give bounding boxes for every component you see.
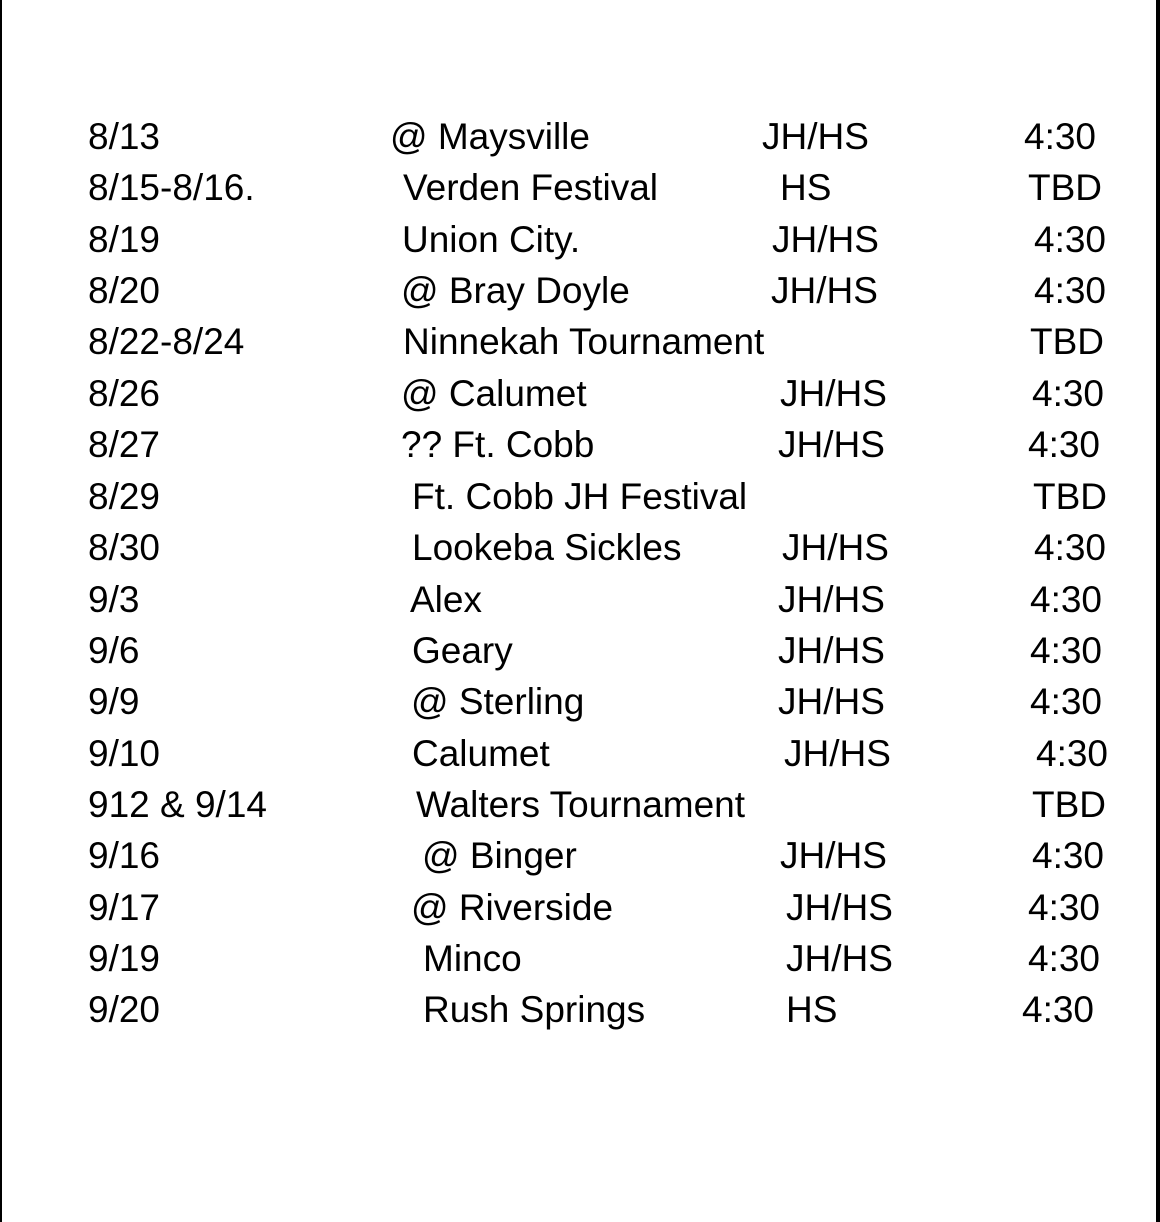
row-level: JH/HS	[778, 424, 885, 465]
row-time: 4:30	[1028, 887, 1101, 928]
row-level: JH/HS	[780, 835, 887, 876]
row-time: 4:30	[1030, 630, 1103, 671]
row-opponent: Rush Springs	[423, 989, 646, 1030]
row-date: 8/26	[88, 373, 161, 414]
row-level: JH/HS	[778, 681, 885, 722]
row-time: 4:30	[1034, 219, 1107, 260]
row-opponent: @ Sterling	[411, 681, 585, 722]
row-opponent: Ft. Cobb JH Festival	[412, 476, 748, 517]
row-date: 8/27	[88, 424, 161, 465]
schedule-row	[0, 934, 1150, 984]
row-level: JH/HS	[778, 630, 885, 671]
row-level: HS	[780, 167, 832, 208]
row-date: 8/22-8/24	[88, 321, 245, 362]
row-opponent: Lookeba Sickles	[412, 527, 682, 568]
row-time: 4:30	[1034, 270, 1107, 311]
row-date: 9/3	[88, 579, 140, 620]
row-time: 4:30	[1032, 835, 1105, 876]
schedule-row	[0, 420, 1150, 470]
row-opponent: Verden Festival	[403, 167, 659, 208]
row-opponent: Ninnekah Tournament	[403, 321, 765, 362]
row-opponent: Geary	[412, 630, 513, 671]
row-level: JH/HS	[771, 270, 878, 311]
row-time: TBD	[1028, 167, 1102, 208]
row-time: 4:30	[1030, 681, 1103, 722]
schedule-row	[0, 266, 1150, 316]
schedule-row	[0, 472, 1150, 522]
row-level: HS	[786, 989, 838, 1030]
schedule-row	[0, 112, 1150, 162]
row-level: JH/HS	[782, 527, 889, 568]
row-date: 8/19	[88, 219, 161, 260]
row-level: JH/HS	[772, 219, 879, 260]
row-date: 9/9	[88, 681, 140, 722]
row-level: JH/HS	[784, 733, 891, 774]
row-time: 4:30	[1034, 527, 1107, 568]
schedule-row	[0, 317, 1150, 367]
schedule-row	[0, 677, 1150, 727]
row-level: JH/HS	[780, 373, 887, 414]
row-time: 4:30	[1036, 733, 1109, 774]
row-time: 4:30	[1032, 373, 1105, 414]
row-date: 8/29	[88, 476, 161, 517]
row-date: 8/13	[88, 116, 161, 157]
row-time: TBD	[1033, 476, 1107, 517]
row-date: 9/10	[88, 733, 161, 774]
row-level: JH/HS	[786, 938, 893, 979]
row-opponent: Union City.	[402, 219, 581, 260]
row-opponent: @ Riverside	[411, 887, 614, 928]
row-date: 9/16	[88, 835, 161, 876]
row-opponent: @ Maysville	[390, 116, 590, 157]
row-date: 8/20	[88, 270, 161, 311]
row-time: 4:30	[1030, 579, 1103, 620]
schedule-row	[0, 369, 1150, 419]
row-date: 9/19	[88, 938, 161, 979]
row-date: 8/15-8/16.	[88, 167, 255, 208]
row-time: 4:30	[1028, 938, 1101, 979]
row-time: 4:30	[1028, 424, 1101, 465]
row-level: JH/HS	[762, 116, 869, 157]
schedule-row	[0, 780, 1150, 830]
row-opponent: Walters Tournament	[416, 784, 746, 825]
schedule-row	[0, 215, 1150, 265]
row-level: JH/HS	[786, 887, 893, 928]
row-opponent: @ Calumet	[401, 373, 587, 414]
row-level: JH/HS	[778, 579, 885, 620]
row-date: 9/20	[88, 989, 161, 1030]
row-date: 912 & 9/14	[88, 784, 267, 825]
schedule-row	[0, 729, 1150, 779]
schedule-row	[0, 575, 1150, 625]
schedule-row	[0, 523, 1150, 573]
row-date: 9/6	[88, 630, 140, 671]
schedule-row	[0, 163, 1150, 213]
row-date: 8/30	[88, 527, 161, 568]
row-time: TBD	[1030, 321, 1104, 362]
row-opponent: @ Binger	[422, 835, 577, 876]
row-opponent: Alex	[410, 579, 482, 620]
row-opponent: Minco	[423, 938, 522, 979]
schedule-row	[0, 831, 1150, 881]
row-time: 4:30	[1022, 989, 1095, 1030]
schedule-row	[0, 626, 1150, 676]
row-opponent: Calumet	[412, 733, 550, 774]
schedule-row	[0, 883, 1150, 933]
schedule-row	[0, 985, 1150, 1035]
row-time: TBD	[1032, 784, 1106, 825]
row-time: 4:30	[1024, 116, 1097, 157]
right-frame-border	[1156, 0, 1160, 1222]
row-opponent: @ Bray Doyle	[401, 270, 630, 311]
schedule-table	[0, 112, 1150, 1032]
row-date: 9/17	[88, 887, 161, 928]
row-opponent: ?? Ft. Cobb	[401, 424, 595, 465]
